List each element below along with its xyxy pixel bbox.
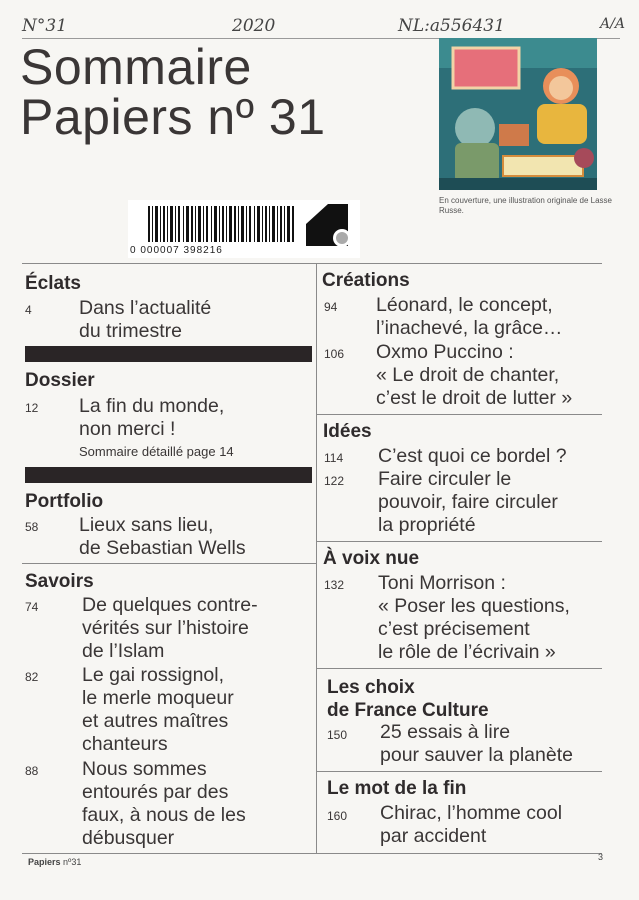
title-line-1: Sommaire (20, 39, 252, 95)
page-number-74: 74 (25, 600, 39, 614)
entry-line: débusquer (82, 827, 175, 849)
entry-line: pour sauver la planète (380, 744, 573, 766)
section-rule (316, 414, 602, 415)
section-heading-fin: Le mot de la fin (327, 778, 467, 799)
page-number-eclats: 4 (25, 303, 32, 317)
entry-line: La fin du monde, (79, 395, 225, 417)
entry-line: chanteurs (82, 733, 168, 755)
entry-line: vérités sur l’histoire (82, 617, 249, 639)
barcode-digits: 0 000007 398216 (130, 245, 223, 256)
entry-savoirs-82 (82, 664, 234, 756)
section-divider-bar (25, 467, 312, 483)
section-heading-dossier: Dossier (25, 370, 95, 391)
entry-line: de Sebastian Wells (79, 537, 246, 559)
title-line-2: Papiers nº 31 (20, 89, 326, 145)
cover-caption: En couverture, une illustration originale de Lasse Russe. (439, 196, 612, 215)
entry-line: le rôle de l’écrivain » (378, 641, 556, 663)
entry-portfolio (79, 514, 246, 560)
entry-line: de l’Islam (82, 640, 165, 662)
entry-dossier (79, 395, 224, 441)
toc-top-rule (22, 263, 602, 264)
entry-line: et autres maîtres (82, 710, 229, 732)
entry-line: c’est le droit de lutter » (376, 387, 573, 409)
entry-fin-160 (380, 802, 562, 848)
entry-line: Chirac, l’homme cool (380, 802, 563, 824)
page-number-portfolio: 58 (25, 520, 39, 534)
entry-line: Dans l’actualité (79, 297, 212, 319)
footer-page-number: 3 (598, 852, 604, 862)
entry-line: De quelques contre- (82, 594, 258, 616)
page-number-106: 106 (324, 347, 345, 361)
entry-line: Lieux sans lieu, (79, 514, 214, 536)
entry-line: l’inachevé, la grâce… (376, 317, 563, 339)
page-number-132: 132 (324, 578, 345, 592)
cover-illustration (439, 38, 597, 190)
section-divider-bar (25, 346, 312, 362)
entry-line: Nous sommes (82, 758, 207, 780)
page-number-122: 122 (324, 474, 345, 488)
entry-idees-114 (378, 445, 567, 468)
page-title (20, 39, 326, 145)
entry-creations-94 (376, 294, 562, 340)
handwritten-catalog-note: NL:a556431 (398, 16, 505, 36)
entry-voix-132 (378, 572, 570, 664)
barcode (128, 200, 360, 258)
entry-line: 25 essais à lire (380, 721, 511, 743)
page-number-dossier: 12 (25, 401, 39, 415)
entry-line: par accident (380, 825, 487, 847)
section-heading-portfolio: Portfolio (25, 491, 104, 512)
page-number-88: 88 (25, 764, 39, 778)
footer-magazine-name: Papiers (28, 857, 61, 867)
dossier-subnote: Sommaire détaillé page 14 (79, 444, 234, 459)
section-rule (316, 771, 602, 772)
column-divider (316, 263, 317, 853)
entry-line: Léonard, le concept, (376, 294, 553, 316)
entry-line: la propriété (378, 514, 476, 536)
page-number-114: 114 (324, 451, 344, 465)
handwritten-year-note: 2020 (232, 16, 276, 36)
entry-eclats (79, 297, 211, 343)
entry-line: c’est précisement (378, 618, 530, 640)
footer-brand (28, 857, 81, 867)
handwritten-corner-note: A/A (600, 16, 625, 32)
section-heading-creations: Créations (322, 270, 410, 291)
entry-line: non merci ! (79, 418, 176, 440)
section-rule (316, 668, 602, 669)
entry-line: Oxmo Puccino : (376, 341, 514, 363)
entry-line: « Poser les questions, (378, 595, 570, 617)
footer-issue: nº31 (63, 857, 82, 867)
entry-line: « Le droit de chanter, (376, 364, 560, 386)
section-heading-choix (327, 676, 489, 722)
handwritten-issue-note: N°31 (22, 16, 68, 36)
heading-line: Les choix (327, 677, 415, 698)
page-number-160: 160 (327, 809, 348, 823)
entry-line: faux, à nous de les (82, 804, 246, 826)
entry-choix-150 (380, 721, 573, 767)
entry-idees-122 (378, 468, 558, 537)
cover-art-icon (439, 38, 597, 190)
section-heading-savoirs: Savoirs (25, 571, 94, 592)
page-number-82: 82 (25, 670, 39, 684)
entry-line: le merle moqueur (82, 687, 234, 709)
entry-line: C’est quoi ce bordel ? (378, 445, 567, 467)
entry-line: entourés par des (82, 781, 229, 803)
page-number-150: 150 (327, 728, 348, 742)
entry-creations-106 (376, 341, 572, 410)
section-rule (22, 563, 316, 564)
entry-savoirs-88 (82, 758, 246, 850)
entry-line: Toni Morrison : (378, 572, 506, 594)
entry-line: du trimestre (79, 320, 182, 342)
section-rule (316, 541, 602, 542)
toc-bottom-rule (22, 853, 602, 854)
section-heading-voix-nue: À voix nue (323, 548, 420, 569)
heading-line: de France Culture (327, 700, 489, 721)
page-number-94: 94 (324, 300, 338, 314)
entry-line: pouvoir, faire circuler (378, 491, 558, 513)
entry-line: Le gai rossignol, (82, 664, 225, 686)
entry-line: Faire circuler le (378, 468, 512, 490)
section-heading-idees: Idées (323, 421, 372, 442)
section-heading-eclats: Éclats (25, 273, 81, 294)
entry-savoirs-74 (82, 594, 258, 663)
